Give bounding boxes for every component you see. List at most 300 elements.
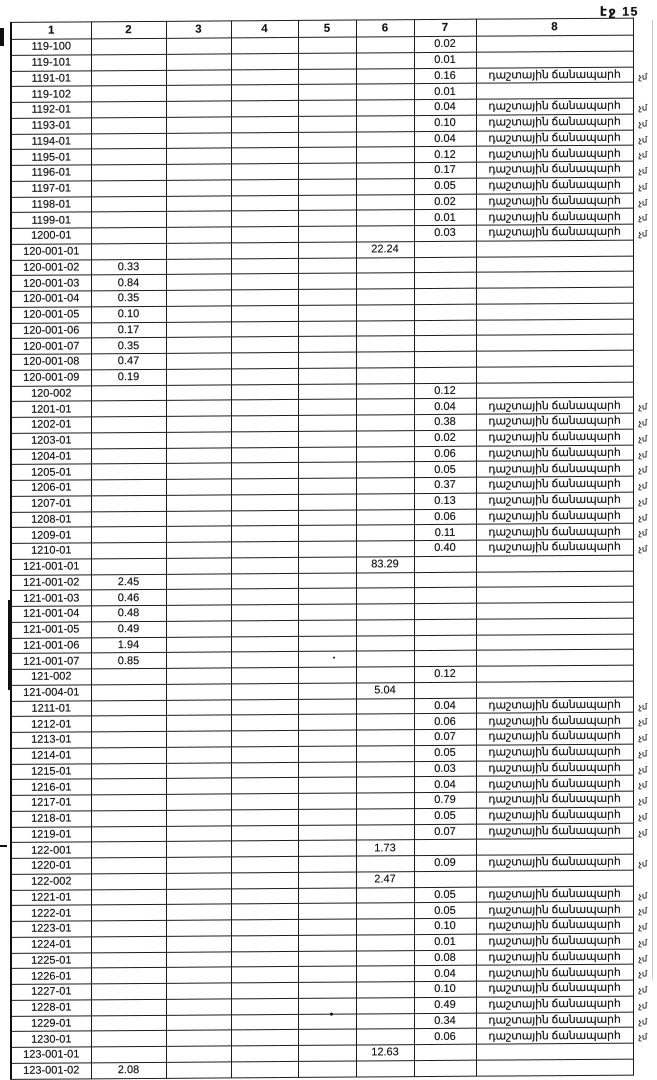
cell-col5 [298, 998, 356, 1014]
cell-col7-value [414, 587, 476, 603]
cell-col2-value [91, 1046, 166, 1062]
cell-land-use-label [476, 303, 633, 320]
cell-land-use-label [476, 287, 633, 304]
cell-col4 [231, 573, 298, 589]
scan-artifact [333, 657, 335, 659]
cell-col3 [166, 1062, 231, 1078]
road-label-text: դաշտային ճանապարհ [488, 950, 621, 964]
cell-col3 [166, 1046, 231, 1062]
cell-col3 [166, 337, 231, 353]
road-label-text: դաշտային ճանապարհ [488, 399, 621, 413]
cell-land-use-label [476, 1043, 633, 1060]
road-label-text: դաշտային ճանապարհ [488, 729, 621, 743]
cell-col5 [298, 132, 356, 148]
cell-col7-value [414, 288, 476, 304]
cell-parcel-code: 1221-01 [11, 889, 91, 905]
cell-col7-value: 0.04 [414, 99, 476, 115]
road-label-text: դաշտային ճանապարհ [488, 997, 621, 1011]
cell-land-use-label [476, 1059, 633, 1076]
cell-col3 [166, 936, 231, 952]
cell-land-use-label [476, 886, 648, 903]
cell-parcel-code: 1195-01 [11, 149, 91, 165]
cell-land-use-label [476, 728, 648, 745]
cell-col4 [231, 778, 298, 794]
cell-col4 [231, 620, 298, 636]
cell-col3 [166, 526, 231, 542]
cell-col5 [298, 116, 356, 132]
unit-note: չմ [638, 748, 648, 759]
unit-note: չմ [638, 826, 648, 838]
cell-col5 [298, 919, 356, 935]
cell-col5 [298, 147, 356, 163]
cell-col5 [298, 210, 356, 226]
cell-col6-value [356, 572, 414, 588]
cell-col6-value [356, 1060, 414, 1076]
road-label-text: դաշտային ճանապարհ [488, 68, 621, 82]
cell-col4 [231, 715, 298, 731]
cell-land-use-label [476, 539, 648, 556]
cell-land-use-label [476, 854, 648, 871]
cell-col2-value [91, 889, 166, 905]
cell-col3 [166, 825, 231, 841]
cell-col4 [231, 904, 298, 920]
cell-col4 [231, 1014, 298, 1030]
cell-col2-value: 0.17 [91, 322, 166, 338]
road-label-text: դաշտային ճանապարհ [488, 966, 621, 980]
road-label-text: դաշտային ճանապարհ [488, 887, 621, 901]
cell-col5 [298, 730, 356, 746]
cell-parcel-code: 120-001-03 [11, 275, 91, 291]
cell-col3 [166, 180, 231, 196]
cell-col5 [298, 447, 356, 463]
cell-col5 [298, 415, 356, 431]
cell-parcel-code: 121-001-03 [11, 590, 91, 606]
cell-col3 [166, 542, 231, 558]
cell-col4 [231, 793, 298, 809]
cell-col7-value [414, 367, 476, 383]
cell-col5 [298, 856, 356, 872]
cell-col2-value [91, 558, 166, 574]
cell-col3 [166, 447, 231, 463]
cell-col6-value [356, 273, 414, 289]
cell-parcel-code: 1205-01 [11, 464, 91, 480]
cell-parcel-code: 121-001-02 [11, 574, 91, 590]
cell-col7-value [414, 1044, 476, 1060]
unit-note: չմ [638, 464, 648, 475]
cell-col4 [231, 431, 298, 447]
road-label-text: դաշտային ճանապարհ [488, 981, 621, 995]
cell-col5 [298, 305, 356, 321]
cell-col5 [298, 478, 356, 494]
road-label-text: դաշտային ճանապարհ [488, 99, 621, 113]
cell-col7-value: 0.02 [414, 430, 476, 446]
cell-land-use-label [476, 366, 633, 383]
table-row [11, 1059, 633, 1079]
cell-col7-value: 0.07 [414, 824, 476, 840]
cell-col2-value: 0.35 [91, 290, 166, 306]
cell-col7-value: 0.01 [414, 83, 476, 99]
cell-parcel-code: 1230-01 [11, 1031, 91, 1047]
cell-col5 [298, 1014, 356, 1030]
column-header: 7 [414, 19, 476, 36]
cell-col5 [298, 179, 356, 195]
cell-parcel-code: 1220-01 [11, 858, 91, 874]
cell-parcel-code: 1207-01 [11, 496, 91, 512]
cell-col4 [231, 683, 298, 699]
cell-col6-value [356, 68, 414, 84]
cell-col2-value [91, 416, 166, 432]
cell-col6-value [356, 352, 414, 368]
cell-col7-value [414, 320, 476, 336]
cell-col4 [231, 195, 298, 211]
cell-col5 [298, 966, 356, 982]
cell-col6-value [356, 462, 414, 478]
cell-parcel-code: 121-002 [11, 669, 91, 685]
cell-col2-value [91, 779, 166, 795]
unit-note: չմ [638, 921, 648, 932]
unit-note: չմ [638, 480, 648, 491]
cell-col4 [231, 337, 298, 353]
cell-col6-value [356, 367, 414, 383]
cell-col7-value [414, 272, 476, 288]
road-label-text: դաշտային ճանապարհ [488, 430, 621, 444]
cell-col7-value: 0.04 [414, 776, 476, 792]
cell-parcel-code: 1218-01 [11, 811, 91, 827]
cell-col5 [298, 809, 356, 825]
cell-col4 [231, 274, 298, 290]
cell-col4 [231, 825, 298, 841]
road-label-text: դաշտային ճանապարհ [488, 855, 621, 869]
cell-col4 [231, 919, 298, 935]
cell-land-use-label [476, 980, 648, 997]
unit-note: չմ [638, 1031, 648, 1042]
unit-note: չմ [638, 70, 648, 82]
cell-col6-value [356, 651, 414, 667]
cell-col2-value [91, 117, 166, 133]
cell-parcel-code: 119-101 [11, 55, 91, 71]
unit-note: չմ [638, 700, 648, 712]
cell-col5 [298, 777, 356, 793]
cell-col4 [231, 1030, 298, 1046]
cell-parcel-code: 1226-01 [11, 968, 91, 984]
cell-col4 [231, 1045, 298, 1061]
cell-col5 [298, 384, 356, 400]
road-label-text: դաշտային ճանապարհ [488, 1029, 621, 1043]
cell-col6-value [356, 1029, 414, 1045]
cell-col5 [298, 258, 356, 274]
unit-note: չմ [638, 196, 648, 208]
cell-parcel-code: 120-001-06 [11, 322, 91, 338]
cell-col2-value [91, 936, 166, 952]
cell-col4 [231, 352, 298, 368]
cell-col4 [231, 557, 298, 573]
cell-land-use-label [476, 791, 648, 808]
cell-col5 [298, 872, 356, 888]
cell-land-use-label [476, 256, 633, 273]
cell-land-use-label [476, 445, 648, 462]
road-label-text: դաշտային ճանապարհ [488, 808, 621, 822]
unit-note: չմ [638, 228, 648, 239]
cell-col3 [166, 778, 231, 794]
cell-col7-value [414, 839, 476, 855]
cell-col3 [166, 495, 231, 511]
cell-col7-value [414, 1060, 476, 1076]
cell-col5 [298, 951, 356, 967]
cell-col6-value [356, 667, 414, 683]
unit-note: չմ [638, 417, 648, 428]
cell-col3 [166, 258, 231, 274]
page-number-label: էջ 15 [599, 4, 639, 19]
cell-col7-value: 0.38 [414, 414, 476, 430]
cell-col4 [231, 211, 298, 227]
cell-col2-value [91, 794, 166, 810]
cell-col7-value: 0.05 [414, 461, 476, 477]
cell-parcel-code: 122-001 [11, 842, 91, 858]
cell-col7-value: 0.40 [414, 540, 476, 556]
cell-col6-value: 2.47 [356, 871, 414, 887]
unit-note: չմ [638, 511, 648, 523]
cell-land-use-label [476, 634, 633, 651]
cell-col2-value [91, 432, 166, 448]
cell-col2-value [91, 464, 166, 480]
cell-col5 [298, 321, 356, 337]
cell-col2-value [91, 149, 166, 165]
cell-land-use-label [476, 193, 648, 210]
cell-col4 [231, 242, 298, 258]
cell-col6-value [356, 635, 414, 651]
cell-col6-value [356, 525, 414, 541]
cell-col7-value: 0.06 [414, 713, 476, 729]
cell-col3 [166, 416, 231, 432]
cell-land-use-label [476, 35, 633, 52]
cell-col2-value [91, 873, 166, 889]
cell-land-use-label [476, 382, 633, 399]
cell-col6-value [356, 950, 414, 966]
cell-col2-value [91, 495, 166, 511]
cell-col2-value [91, 133, 166, 149]
cell-col6-value [356, 997, 414, 1013]
cell-col7-value: 0.09 [414, 855, 476, 871]
cell-col6-value [356, 131, 414, 147]
cell-col4 [231, 179, 298, 195]
cell-col6-value [356, 730, 414, 746]
cell-col6-value [356, 698, 414, 714]
cell-land-use-label [476, 460, 648, 477]
cell-col4 [231, 636, 298, 652]
cell-col7-value [414, 871, 476, 887]
cell-col5 [298, 888, 356, 904]
cell-col2-value [91, 763, 166, 779]
cell-col2-value [91, 479, 166, 495]
cell-col6-value [356, 493, 414, 509]
cell-col6-value [356, 210, 414, 226]
road-label-text: դաշտային ճանապարհ [488, 509, 621, 523]
cell-parcel-code: 121-004-01 [11, 685, 91, 701]
cell-parcel-code: 1198-01 [11, 196, 91, 212]
unit-note: չմ [638, 433, 648, 444]
cell-col5 [298, 982, 356, 998]
cell-col2-value: 0.84 [91, 275, 166, 291]
cell-col7-value: 0.06 [414, 1028, 476, 1044]
cell-col5 [298, 242, 356, 258]
cell-col2-value: 0.85 [91, 653, 166, 669]
column-header: 3 [166, 21, 231, 38]
cell-land-use-label [476, 334, 633, 351]
cell-col7-value: 0.06 [414, 509, 476, 525]
road-label-text: դաշտային ճանապարհ [488, 414, 621, 428]
road-label-text: դաշտային ճանապարհ [488, 477, 621, 491]
column-header: 4 [231, 20, 298, 37]
cell-col6-value [356, 446, 414, 462]
column-header: 8 [476, 18, 633, 36]
cell-col3 [166, 132, 231, 148]
cell-parcel-code: 119-100 [11, 39, 91, 55]
cell-col5 [298, 793, 356, 809]
cell-col4 [231, 1061, 298, 1077]
cell-col4 [231, 305, 298, 321]
cell-col7-value: 0.03 [414, 225, 476, 241]
cell-col2-value [91, 999, 166, 1015]
cell-col6-value [356, 761, 414, 777]
cell-col4 [231, 447, 298, 463]
cell-col5 [298, 636, 356, 652]
cell-col2-value: 0.33 [91, 259, 166, 275]
cell-land-use-label [476, 571, 633, 588]
cell-col6-value: 5.04 [356, 682, 414, 698]
cell-land-use-label [476, 775, 648, 792]
cell-parcel-code: 121-001-04 [11, 606, 91, 622]
road-label-text: դաշտային ճանապարհ [488, 178, 621, 192]
cell-col2-value [91, 684, 166, 700]
cell-parcel-code: 1214-01 [11, 748, 91, 764]
cell-col3 [166, 306, 231, 322]
cell-col5 [298, 289, 356, 305]
cell-parcel-code: 1222-01 [11, 905, 91, 921]
cell-parcel-code: 1208-01 [11, 511, 91, 527]
cell-col6-value [356, 619, 414, 635]
cell-col7-value: 0.13 [414, 493, 476, 509]
cell-col4 [231, 415, 298, 431]
cell-col3 [166, 463, 231, 479]
cell-col6-value [356, 383, 414, 399]
cell-col5 [298, 620, 356, 636]
unit-note: չմ [638, 779, 648, 790]
cell-land-use-label [476, 681, 633, 698]
cell-col2-value [91, 196, 166, 212]
road-label-text: դաշտային ճանապարհ [488, 824, 621, 838]
cell-parcel-code: 1194-01 [11, 133, 91, 149]
cell-land-use-label [476, 649, 633, 666]
cell-col4 [231, 85, 298, 101]
road-label-text: դաշտային ճանապարհ [488, 131, 621, 145]
scan-artifact [330, 1013, 333, 1016]
cell-parcel-code: 1224-01 [11, 937, 91, 953]
cell-col3 [166, 715, 231, 731]
cell-col4 [231, 888, 298, 904]
road-label-text: դաշտային ճանապարհ [488, 115, 621, 129]
cell-col2-value [91, 511, 166, 527]
cell-col2-value [91, 905, 166, 921]
cell-land-use-label [476, 114, 648, 131]
cell-parcel-code: 1227-01 [11, 984, 91, 1000]
cell-col6-value [356, 37, 414, 53]
road-label-text: դաշտային ճանապարհ [488, 714, 621, 728]
cell-land-use-label [476, 319, 633, 336]
cell-col7-value: 0.05 [414, 902, 476, 918]
cell-parcel-code: 1211-01 [11, 700, 91, 716]
scan-artifact [0, 845, 7, 847]
cell-col7-value: 0.02 [414, 36, 476, 52]
cell-land-use-label [476, 82, 633, 99]
cell-col7-value: 0.03 [414, 761, 476, 777]
cell-col6-value [356, 887, 414, 903]
road-label-text: դաշտային ճանապարհ [488, 162, 621, 176]
road-label-text: դաշտային ճանապարհ [488, 777, 621, 791]
cell-col6-value [356, 84, 414, 100]
cell-col4 [231, 951, 298, 967]
cell-col4 [231, 699, 298, 715]
cell-land-use-label [476, 901, 648, 918]
cell-col7-value: 0.16 [414, 68, 476, 84]
cell-col2-value [91, 164, 166, 180]
cell-col3 [166, 684, 231, 700]
cell-col7-value [414, 257, 476, 273]
cell-col4 [231, 163, 298, 179]
cell-col6-value: 22.24 [356, 241, 414, 257]
cell-col4 [231, 998, 298, 1014]
cell-col3 [166, 1030, 231, 1046]
cell-col3 [166, 652, 231, 668]
cell-land-use-label [476, 665, 633, 682]
cell-col7-value: 0.07 [414, 729, 476, 745]
cell-col6-value [356, 808, 414, 824]
cell-parcel-code: 1204-01 [11, 448, 91, 464]
cell-col5 [298, 714, 356, 730]
cell-land-use-label [476, 397, 648, 414]
cell-col4 [231, 541, 298, 557]
cell-col3 [166, 321, 231, 337]
unit-note: չմ [638, 133, 648, 145]
road-label-text: դաշտային ճանապարհ [488, 761, 621, 775]
road-label-text: դաշտային ճանապարհ [488, 792, 621, 806]
unit-note: չմ [638, 149, 648, 160]
cell-col6-value [356, 430, 414, 446]
cell-col7-value [414, 650, 476, 666]
cell-parcel-code: 1203-01 [11, 433, 91, 449]
cell-land-use-label [476, 523, 648, 540]
cell-col4 [231, 258, 298, 274]
cell-col2-value [91, 54, 166, 70]
cell-parcel-code: 1206-01 [11, 480, 91, 496]
cell-col5 [298, 1045, 356, 1061]
cell-col7-value [414, 241, 476, 257]
unit-note: չմ [638, 448, 648, 460]
unit-note: չմ [638, 212, 648, 223]
cell-col6-value [356, 903, 414, 919]
cell-col5 [298, 195, 356, 211]
cell-col3 [166, 195, 231, 211]
scan-edge-line [652, 19, 653, 979]
cell-col6-value [356, 966, 414, 982]
cell-parcel-code: 1197-01 [11, 181, 91, 197]
unit-note: չմ [638, 118, 648, 129]
cell-col3 [166, 274, 231, 290]
cell-col6-value [356, 415, 414, 431]
cell-parcel-code: 120-001-01 [11, 244, 91, 260]
cell-col6-value [356, 777, 414, 793]
cell-col5 [298, 588, 356, 604]
cadastral-parcel-table [10, 18, 648, 1080]
